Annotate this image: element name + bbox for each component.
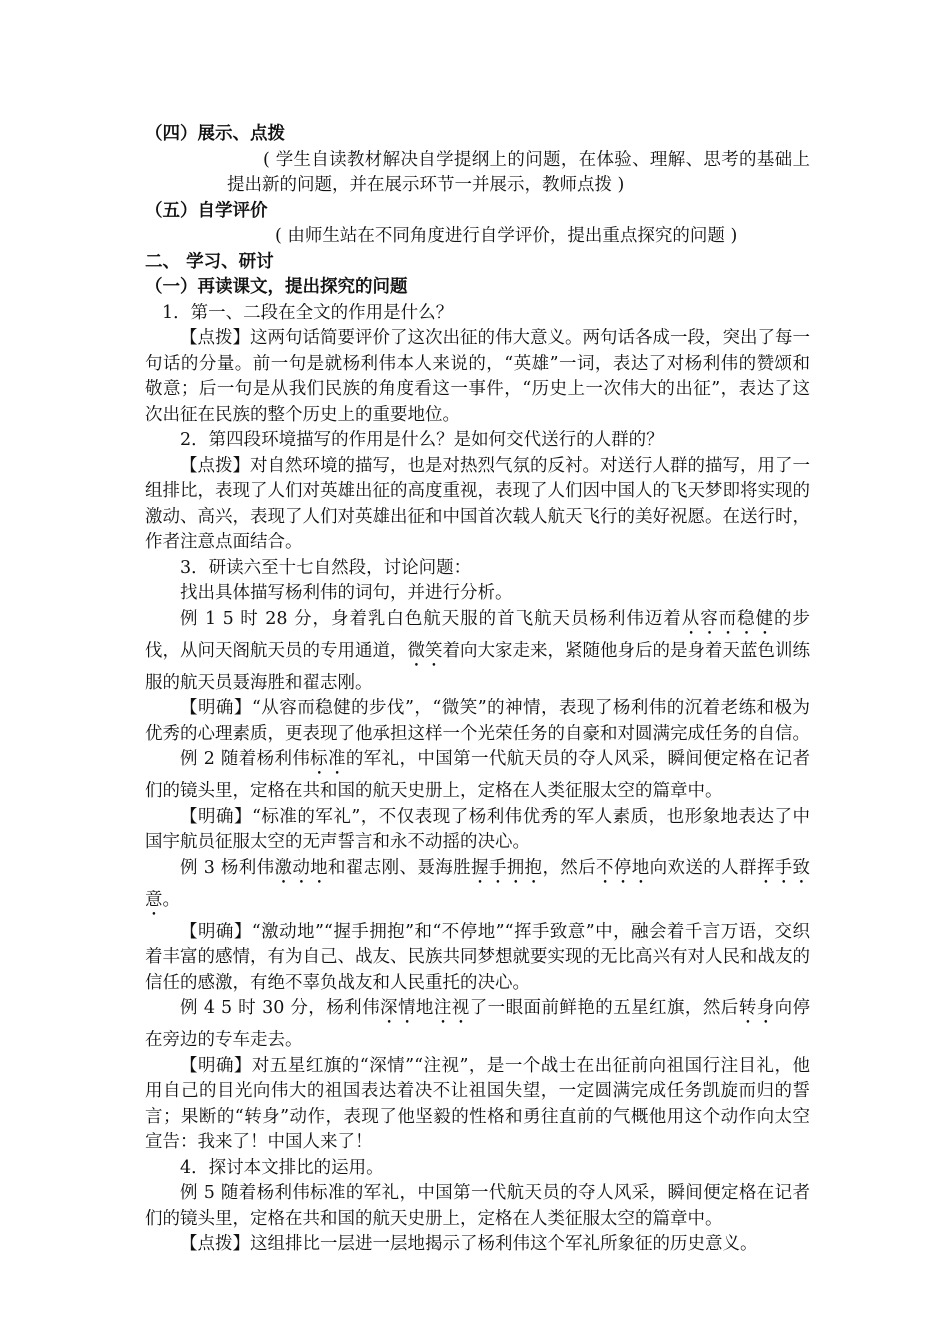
emphasized-phrase: 激动地: [274, 857, 329, 878]
question-2-tip: 【点拨】对自然环境的描写，也是对热烈气氛的反衬。对送行人群的描写，用了一组排比，表现了人们对英雄出征的高度重视，表现了人们因中国人的飞天梦即将实现的激动、高兴，表现了人们对英雄出征和中国首次载人航天飞行的美好祝愿。在送行时，作者注意点面结合。: [145, 455, 810, 552]
example-5-tip: 【点拨】这组排比一层进一层地揭示了杨利伟这个军礼所象征的历史意义。: [180, 1234, 758, 1254]
example-1: [145, 607, 810, 697]
document-page: [145, 122, 810, 1258]
example-text: 向欢送的人群: [649, 857, 757, 878]
question-2: 2．第四段环境描写的作用是什么？是如何交代送行的人群的？: [180, 430, 664, 450]
example-2-explanation: 【明确】“标准的军礼”，不仅表现了杨利伟优秀的军人素质，也形象地表达了中国宇航员征服太空的无声誓言和永不动摇的决心。: [145, 806, 810, 852]
section-heading-4: （四）展示、点拨: [145, 124, 285, 144]
example-text: ，然后: [542, 857, 597, 878]
emphasized-phrase: 不停地: [596, 857, 650, 878]
question-1: 1．第一、二段在全文的作用是什么？: [162, 302, 454, 323]
example-2: [145, 747, 810, 805]
emphasized-phrase: 挥手致意: [145, 857, 811, 910]
example-text: 例 1 5 时 28 分，身着乳白色航天服的首飞航天员杨利伟迈着: [180, 608, 682, 629]
example-text: 例 3 杨利伟: [180, 857, 275, 878]
part-heading-2: 二、 学习、研讨: [145, 251, 274, 272]
question-3: 3．研读六至十七自然段，讨论问题：: [180, 557, 472, 578]
example-1-explanation: 【明确】“从容而稳健的步伐”，“微笑”的神情，表现了杨利伟的沉着老练和极为优秀的心理素质，更表现了他承担这样一个光荣任务的自豪和对圆满完成任务的自信。: [145, 698, 810, 744]
emphasized-phrase: 微笑: [407, 640, 443, 661]
emphasized-phrase: 握手拥抱: [470, 857, 543, 878]
question-1-tip: 【点拨】这两句话简要评价了这次出征的伟大意义。两句话各成一段，突出了每一句话的分量。前一句是就杨利伟本人来说的，“英雄”一词，表达了对杨利伟的赞颂和敬意；后一句是从我们民族的角度看这一事件，“历史上一次伟大的出征”，表达了这次出征在民族的整个历史上的重要地位。: [145, 328, 810, 425]
example-text: 地: [415, 998, 434, 1018]
example-4: [145, 996, 810, 1054]
example-text: 向停在旁边的专车走去。: [145, 998, 811, 1050]
emphasized-phrase: 注视: [433, 998, 470, 1018]
example-3: [145, 856, 810, 920]
emphasized-phrase: 转身: [738, 998, 775, 1018]
section-note-4: ( 学生自读教材解决自学提纲上的问题，在体验、理解、思考的基础上提出新的问题，并在展示环节一并展示，教师点拨 ): [227, 149, 810, 195]
example-text: 例 4 5 时 30 分，杨利伟: [180, 998, 381, 1018]
emphasized-phrase: 标准: [310, 749, 346, 769]
subsection-heading-1: （一）再读课文，提出探究的问题: [145, 277, 408, 297]
question-3-task: 找出具体描写杨利伟的词句，并进行分析。: [180, 583, 513, 603]
example-text: 着向大家走来，紧随他身后的是身着天蓝色训练服的航天员聂海胜和翟志刚。: [145, 640, 810, 693]
section-heading-5: （五）自学评价: [145, 200, 268, 221]
section-note-5: ( 由师生站在不同角度进行自学评价，提出重点探究的问题 ): [275, 226, 738, 246]
example-text: 例 2 随着杨利伟: [180, 749, 311, 769]
example-text: 的军礼，中国第一代航天员的夺人风采，瞬间便定格在记者们的镜头里，定格在共和国的航天史册上，定格在人类征服太空的篇章中。: [145, 749, 811, 801]
emphasized-phrase: 从容而稳健: [681, 608, 775, 629]
example-text: 和翟志刚、聂海胜: [328, 857, 471, 878]
example-5: 例 5 随着杨利伟标准的军礼，中国第一代航天员的夺人风采，瞬间便定格在记者们的镜头里，定格在共和国的航天史册上，定格在人类征服太空的篇章中。: [145, 1183, 810, 1229]
example-3-explanation: 【明确】“激动地”“握手拥抱”和“不停地”“挥手致意”中，融会着千言万语，交织着丰富的感情，有为自己、战友、民族共同梦想就要实现的无比高兴有对人民和战友的信任的感激，有绝不辜负战友和人民重托的决心。: [145, 921, 810, 993]
question-4: 4．探讨本文排比的运用。: [180, 1157, 384, 1178]
emphasized-phrase: 深情: [380, 998, 416, 1018]
example-text: 的步伐，从问天阁航天员的专用通道，: [145, 608, 811, 661]
example-4-explanation: 【明确】对五星红旗的“深情”“注视”，是一个战士在出征前向祖国行注目礼，他用自己的目光向伟大的祖国表达着决不让祖国失望，一定圆满完成任务凯旋而归的誓言；果断的“转身”动作，表现了他坚毅的性格和勇往直前的气概他用这个动作向太空宣告：我来了！中国人来了！: [145, 1055, 810, 1152]
example-text: 了一眼面前鲜艳的五星红旗，然后: [469, 998, 739, 1018]
example-text: 。: [162, 889, 180, 910]
